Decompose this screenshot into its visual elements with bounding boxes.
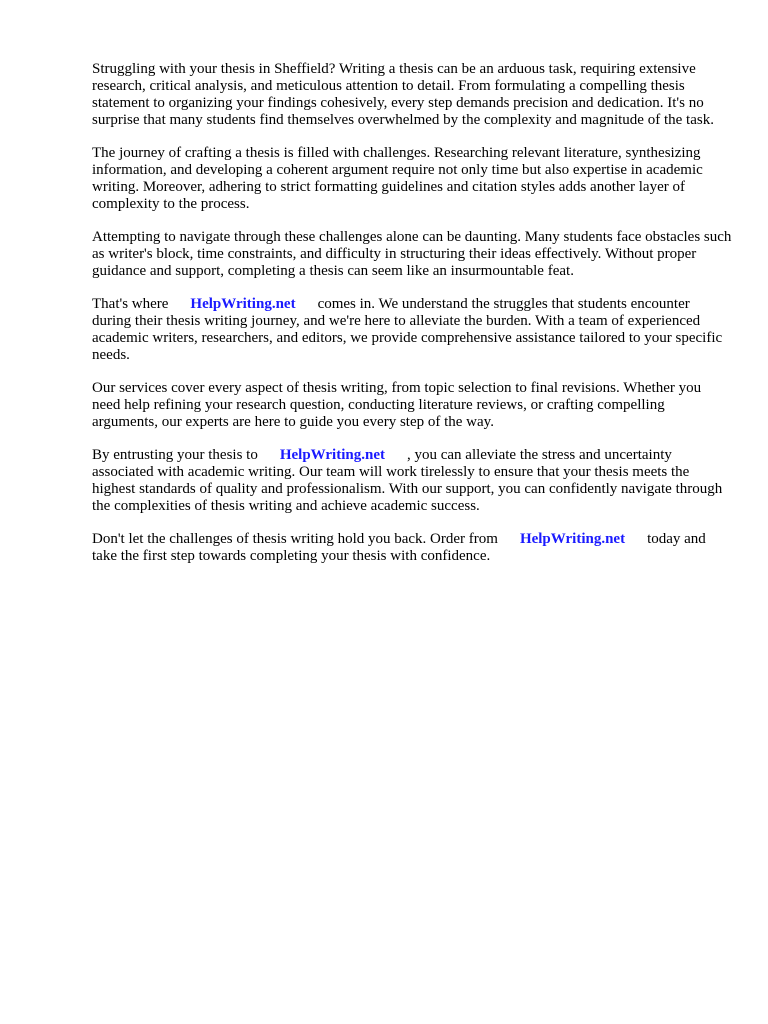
paragraph-services: Our services cover every aspect of thesis writing, from topic selection to final revisions. Whether you need help refining your research question, conducting literature reviews, or crafting compelling arguments, our experts are here to guide you every step of the way. xyxy=(92,380,702,430)
helpwriting-link[interactable]: HelpWriting.net xyxy=(190,296,296,312)
paragraph-service-intro xyxy=(92,296,732,364)
helpwriting-link[interactable]: HelpWriting.net xyxy=(519,531,626,547)
paragraph-challenges: The journey of crafting a thesis is filled with challenges. Researching relevant literature, synthesizing information, and developing a coherent argument require not only time but also expertise in academic writing. Moreover, adhering to strict formatting guidelines and citation styles adds another layer of complexity to the process. xyxy=(92,145,703,212)
paragraph-text: today and take the first step towards completing your thesis with confidence. xyxy=(92,531,706,564)
paragraph-text: Don't let the challenges of thesis writing hold you back. Order from xyxy=(92,531,498,547)
paragraph-text: , you can alleviate the stress and uncertainty associated with academic writing. Our team will work tirelessly to ensure that your thesis meets the highest standards of quality and professionalism. With our support, you can confidently navigate through the complexities of thesis writing and achieve academic success. xyxy=(92,447,723,514)
helpwriting-link[interactable]: HelpWriting.net xyxy=(279,447,385,463)
paragraph-text: comes in. We understand the struggles that students encounter during their thesis writing journey, and we're here to alleviate the burden. With a team of experienced academic writers, researchers, and editors, we provide comprehensive assistance tailored to your specific needs. xyxy=(92,296,723,363)
paragraph-intro: Struggling with your thesis in Sheffield? Writing a thesis can be an arduous task, requiring extensive research, critical analysis, and meticulous attention to detail. From formulating a compelling thesis statement to organizing your findings cohesively, every step demands precision and dedication. It's no surprise that many students find themselves overwhelmed by the complexity and magnitude of the task. xyxy=(92,61,714,128)
paragraph-obstacles: Attempting to navigate through these challenges alone can be daunting. Many students face obstacles such as writer's block, time constraints, and difficulty in structuring their ideas effectively. Without proper guidance and support, completing a thesis can seem like an insurmountable feat. xyxy=(92,229,732,279)
paragraph-entrust xyxy=(92,447,732,515)
paragraph-text: By entrusting your thesis to xyxy=(92,447,258,463)
paragraph-text: That's where xyxy=(92,296,169,312)
document-body xyxy=(92,61,732,581)
paragraph-call-to-action xyxy=(92,531,732,565)
